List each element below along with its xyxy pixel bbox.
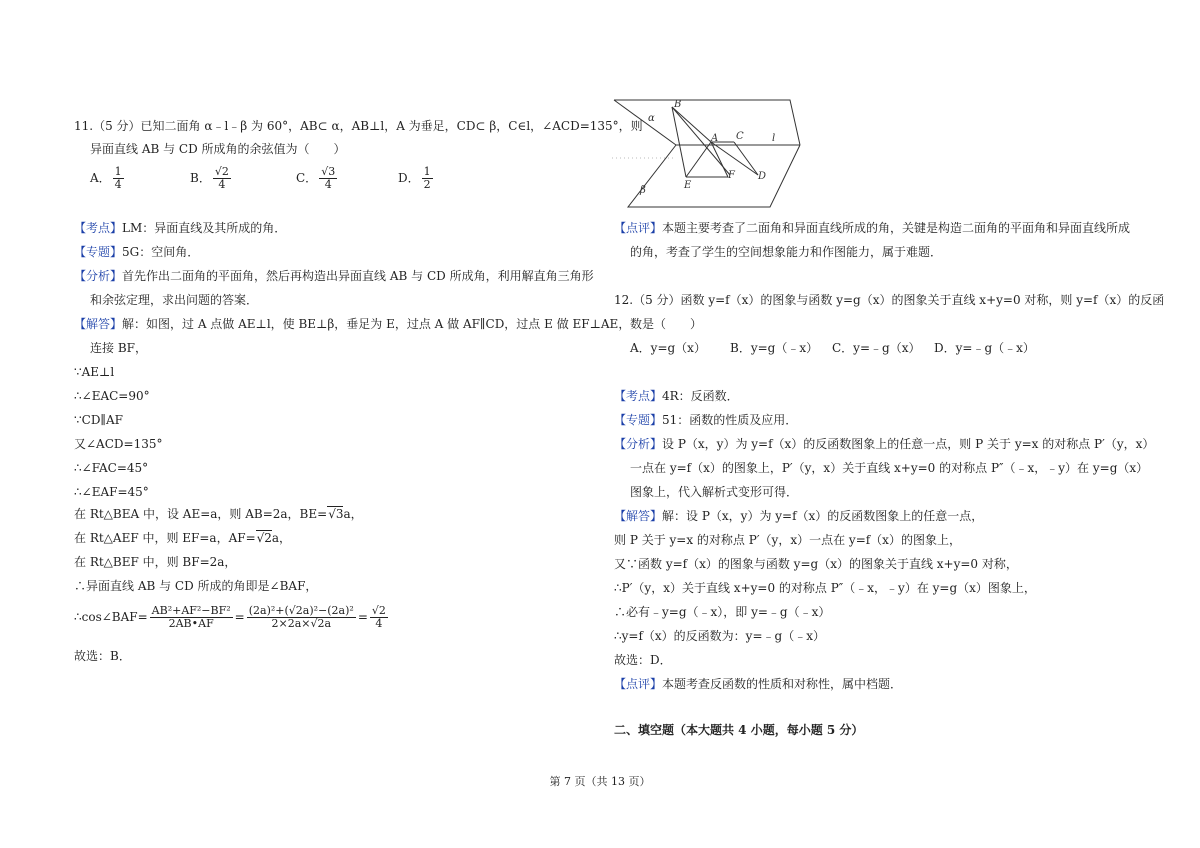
q11-dianping-line2: 的角，考查了学生的空间想象能力和作图能力，属于难题． [630,245,943,259]
q11-option-d [398,166,435,191]
cos-fraction-3: $\frac{√2}{4}$ [371,604,386,630]
q12-option-c: C．y=﹣g（x） [832,341,921,355]
q11-dianping: 【点评】本题主要考查了二面角和异面直线所成的角，关键是构造二面角的平面角和异面直线所成 [614,221,1131,235]
q11-step4: 又∠ACD=135° [74,437,163,451]
figure-label-beta: β [640,185,646,196]
q12-option-a: A．y=g（x） [630,341,706,355]
q11-stem-line2: 异面直线 AB 与 CD 所成角的余弦值为（ ） [90,142,346,156]
q11-stem-line1: 11.（5 分）已知二面角 α﹣l﹣β 为 60°，AB⊂ α，AB⊥l，A 为垂足，CD⊂ β，C∈l，∠ACD=135°，则 [74,119,643,133]
option-a-label: A． [90,171,111,185]
option-c-fraction: $\frac{√3}{4}$ [321,165,336,191]
q12-option-b: B．y=g（﹣x） [730,341,819,355]
q12-stem-line1: 12.（5 分）函数 y=f（x）的图象与函数 y=g（x）的图象关于直线 x+y=0 对称，则 y=f（x）的反函 [614,293,1165,307]
q11-zhuanti: 【专题】5G：空间角． [74,245,200,259]
q12-step1: 则 P 关于 y=x 的对称点 P′（y，x）一点在 y=f（x）的图象上， [614,533,961,547]
q11-option-a [90,166,126,191]
q12-fenxi: 【分析】设 P（x，y）为 y=f（x）的反函数图象上的任意一点，则 P 关于 y=x 的对称点 P′（y，x） [614,437,1155,451]
dihedral-angle-figure [610,95,810,210]
option-a-fraction: $\frac{1}{4}$ [114,165,122,191]
q12-step2: 又∵函数 y=f（x）的图象与函数 y=g（x）的图象关于直线 x+y=0 对称， [614,557,1018,571]
figure-label-c: C [736,131,744,142]
q11-step6: ∴∠EAF=45° [74,485,149,499]
q12-jieda: 【解答】解：设 P（x，y）为 y=f（x）的反函数图象上的任意一点， [614,509,984,523]
figure-label-d: D [758,171,767,182]
q11-fenxi: 【分析】首先作出二面角的平面角，然后再构造出异面直线 AB 与 CD 所成角，利用解直角三角形 [74,269,594,283]
figure-label-a: A [711,133,719,144]
option-b-fraction: $\frac{√2}{4}$ [214,165,229,191]
q12-fenxi-line3: 图象上，代入解析式变形可得． [630,485,799,499]
q11-step10: ∴异面直线 AB 与 CD 所成的角即是∠BAF， [74,579,318,593]
q12-kaodian: 【考点】4R：反函数． [614,389,739,403]
q12-answer: 故选：D． [614,653,672,667]
q11-step1: ∵AE⊥l [74,365,115,379]
figure-label-alpha: α [648,113,655,124]
q11-jieda-line2: 连接 BF， [90,341,147,355]
q12-step4: ∴必有﹣y=g（﹣x），即 y=﹣g（﹣x） [614,605,831,619]
q11-step9: 在 Rt△BEF 中，则 BF=2a， [74,555,237,569]
q11-option-b [190,166,233,191]
option-c-label: C． [296,171,318,185]
figure-label-e: E [684,180,692,191]
q12-step5: ∴y=f（x）的反函数为：y=﹣g（﹣x） [614,629,825,643]
cos-fraction-1: $\frac{\text{AB²+AF²−BF²}}{2AB•AF}$ [151,604,231,630]
option-b-label: B． [190,171,211,185]
q12-dianping: 【点评】本题考查反函数的性质和对称性，属中档题． [614,677,903,691]
q12-fenxi-line2: 一点在 y=f（x）的图象上，P′（y，x）关于直线 x+y=0 的对称点 P″（﹣x，﹣y）在 y=g（x） [630,461,1149,475]
q11-kaodian: 【考点】LM：异面直线及其所成的角． [74,221,287,235]
q11-jieda: 【解答】解：如图，过 A 点做 AE⊥l，使 BE⊥β，垂足为 E，过点 A 做 AF∥CD，过点 E 做 EF⊥AE， [74,317,631,331]
q11-step2: ∴∠EAC=90° [74,389,150,403]
figure-label-f: F [728,170,735,181]
page-footer: 第 7 页（共 13 页） [549,775,651,788]
q11-step5: ∴∠FAC=45° [74,461,149,475]
q11-step7: 在 Rt△BEA 中，设 AE=a，则 AB=2a，BE=√3a， [74,507,363,521]
option-d-label: D． [398,171,420,185]
q12-step3: ∴P′（y，x）关于直线 x+y=0 的对称点 P″（﹣x，﹣y）在 y=g（x）图象上， [614,581,1036,595]
q11-step8: 在 Rt△AEF 中，则 EF=a，AF=√2a， [74,531,292,545]
option-d-fraction: $\frac{1}{2}$ [423,165,431,191]
q11-answer: 故选：B． [74,649,131,663]
section-2-heading: 二、填空题（本大题共 4 小题，每小题 5 分） [614,723,864,737]
cos-fraction-2: $\frac{\text{(2a)²+(√2a)²−(2a)²}}{2\times 2a\times√2a}$ [248,604,354,630]
q11-fenxi-line2: 和余弦定理，求出问题的答案． [90,293,259,307]
q12-stem-line2: 数是（ ） [630,317,703,331]
q11-step3: ∵CD∥AF [74,413,123,427]
figure-label-b: B [674,99,682,110]
q11-cos-formula: ∴cos∠BAF= $\frac{\text{AB²+AF²−BF²}}{2AB•AF}$ = $\frac{\text{(2a)²+(√2a)²−(2a)²}}{2\times 2a\times√2a}$ = $\frac{√2}{4}$ [74,604,386,630]
q12-option-d: D．y=﹣g（﹣x） [934,341,1035,355]
q11-option-c [296,166,339,191]
figure-label-l: l [772,133,776,144]
q12-zhuanti: 【专题】51：函数的性质及应用． [614,413,798,427]
